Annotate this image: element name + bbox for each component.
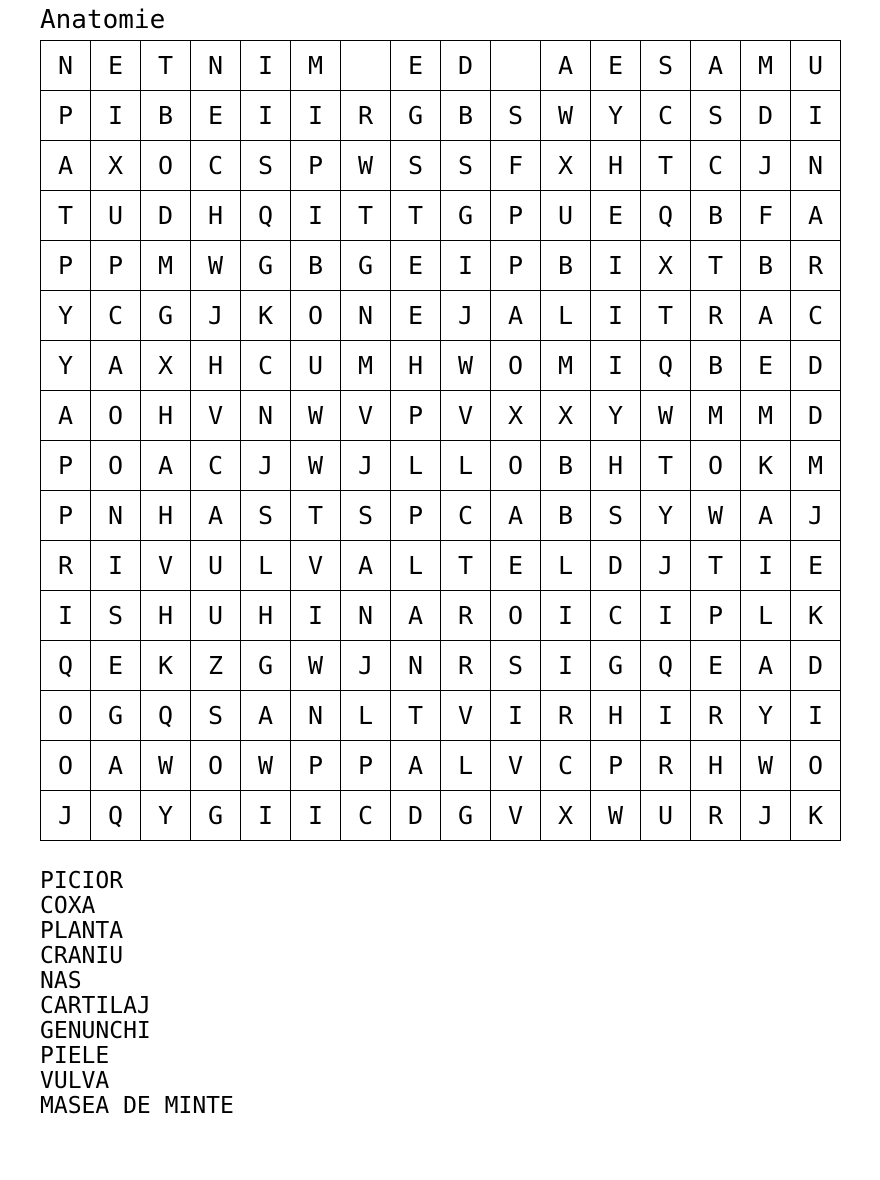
word-list-item: GENUNCHI — [40, 1018, 151, 1044]
grid-cell[interactable]: E — [91, 41, 141, 91]
grid-cell[interactable]: P — [491, 241, 541, 291]
grid-cell[interactable]: A — [341, 541, 391, 591]
word-list-item: PICIOR — [40, 868, 124, 894]
grid-cell[interactable]: D — [141, 191, 191, 241]
grid-cell[interactable]: A — [391, 741, 441, 791]
grid-cell[interactable]: O — [291, 291, 341, 341]
grid-cell[interactable]: A — [491, 291, 541, 341]
grid-cell[interactable]: B — [441, 91, 491, 141]
grid-cell[interactable]: P — [691, 591, 741, 641]
grid-cell[interactable]: W — [541, 91, 591, 141]
grid-cell[interactable]: Q — [41, 641, 91, 691]
grid-cell[interactable]: R — [691, 691, 741, 741]
grid-cell[interactable]: R — [441, 641, 491, 691]
grid-cell[interactable]: H — [191, 341, 241, 391]
grid-cell[interactable]: C — [641, 91, 691, 141]
grid-cell[interactable]: O — [91, 441, 141, 491]
grid-cell[interactable]: J — [441, 291, 491, 341]
grid-cell[interactable]: X — [541, 791, 591, 841]
grid-cell[interactable]: R — [641, 741, 691, 791]
grid-cell[interactable]: W — [641, 391, 691, 441]
grid-cell[interactable]: G — [141, 291, 191, 341]
grid-cell[interactable]: V — [491, 741, 541, 791]
grid-row — [41, 291, 841, 341]
grid-cell[interactable]: A — [391, 591, 441, 641]
letter-grid-body — [41, 41, 841, 841]
grid-cell[interactable]: M — [741, 391, 791, 441]
grid-cell[interactable]: I — [591, 241, 641, 291]
grid-cell[interactable]: P — [341, 741, 391, 791]
grid-cell[interactable]: X — [141, 341, 191, 391]
grid-cell[interactable]: I — [291, 591, 341, 641]
grid-cell[interactable]: H — [141, 391, 191, 441]
grid-row — [41, 741, 841, 791]
grid-cell[interactable]: A — [791, 191, 841, 241]
grid-cell[interactable]: X — [91, 141, 141, 191]
grid-cell[interactable]: T — [391, 191, 441, 241]
grid-cell[interactable]: W — [291, 441, 341, 491]
grid-cell[interactable] — [491, 41, 541, 91]
grid-cell[interactable]: V — [441, 391, 491, 441]
word-list-item: VULVA — [40, 1068, 110, 1094]
grid-cell[interactable]: Y — [741, 691, 791, 741]
grid-cell[interactable]: C — [241, 341, 291, 391]
grid-cell[interactable]: G — [441, 791, 491, 841]
grid-cell[interactable]: U — [291, 341, 341, 391]
grid-cell[interactable]: S — [91, 591, 141, 641]
grid-cell[interactable]: I — [241, 791, 291, 841]
grid-cell[interactable]: O — [491, 441, 541, 491]
grid-cell[interactable]: T — [291, 491, 341, 541]
grid-cell[interactable]: J — [341, 441, 391, 491]
grid-cell[interactable]: I — [791, 91, 841, 141]
grid-cell[interactable]: Y — [41, 341, 91, 391]
grid-cell[interactable]: M — [791, 441, 841, 491]
grid-cell[interactable]: I — [291, 791, 341, 841]
grid-cell[interactable]: Y — [41, 291, 91, 341]
grid-cell[interactable]: P — [391, 491, 441, 541]
grid-cell[interactable]: W — [741, 741, 791, 791]
grid-row — [41, 341, 841, 391]
grid-row — [41, 141, 841, 191]
grid-cell[interactable]: K — [791, 591, 841, 641]
grid-cell[interactable]: S — [441, 141, 491, 191]
grid-cell[interactable]: C — [341, 791, 391, 841]
grid-cell[interactable]: S — [241, 141, 291, 191]
grid-cell[interactable]: T — [391, 691, 441, 741]
grid-cell[interactable]: I — [591, 291, 641, 341]
grid-cell[interactable]: B — [541, 441, 591, 491]
grid-cell[interactable]: H — [191, 191, 241, 241]
grid-cell[interactable]: I — [491, 691, 541, 741]
grid-cell[interactable]: D — [791, 641, 841, 691]
grid-cell[interactable]: D — [391, 791, 441, 841]
grid-cell[interactable]: G — [391, 91, 441, 141]
grid-cell[interactable]: A — [41, 141, 91, 191]
grid-cell[interactable]: A — [241, 691, 291, 741]
grid-cell[interactable]: R — [691, 791, 741, 841]
grid-cell[interactable]: X — [641, 241, 691, 291]
grid-cell[interactable]: B — [141, 91, 191, 141]
grid-cell[interactable]: L — [541, 291, 591, 341]
grid-cell[interactable]: N — [391, 641, 441, 691]
grid-cell[interactable]: W — [241, 741, 291, 791]
grid-cell[interactable]: Y — [591, 391, 641, 441]
grid-row — [41, 191, 841, 241]
grid-cell[interactable]: I — [91, 91, 141, 141]
grid-cell[interactable]: Q — [241, 191, 291, 241]
grid-cell[interactable]: W — [341, 141, 391, 191]
letter-grid — [40, 40, 841, 841]
grid-cell[interactable]: E — [391, 41, 441, 91]
grid-cell[interactable]: N — [341, 591, 391, 641]
grid-cell[interactable]: B — [691, 191, 741, 241]
grid-cell[interactable]: W — [441, 341, 491, 391]
grid-cell[interactable]: L — [341, 691, 391, 741]
grid-cell[interactable]: T — [41, 191, 91, 241]
word-list-item: CRANIU — [40, 943, 124, 969]
grid-cell[interactable]: J — [241, 441, 291, 491]
grid-cell[interactable]: A — [741, 641, 791, 691]
grid-cell[interactable]: I — [441, 241, 491, 291]
grid-cell[interactable]: B — [741, 241, 791, 291]
grid-cell[interactable]: C — [191, 141, 241, 191]
grid-cell[interactable]: V — [341, 391, 391, 441]
grid-cell[interactable]: T — [141, 41, 191, 91]
grid-cell[interactable]: E — [391, 241, 441, 291]
grid-cell[interactable]: J — [41, 791, 91, 841]
grid-cell[interactable]: L — [391, 441, 441, 491]
grid-cell[interactable]: O — [691, 441, 741, 491]
grid-cell[interactable]: H — [591, 141, 641, 191]
grid-cell[interactable]: B — [541, 491, 591, 541]
grid-cell[interactable]: T — [441, 541, 491, 591]
grid-cell[interactable]: X — [541, 391, 591, 441]
grid-cell[interactable]: A — [41, 391, 91, 441]
grid-cell[interactable]: H — [141, 491, 191, 541]
grid-cell[interactable]: A — [691, 41, 741, 91]
grid-cell[interactable]: R — [791, 241, 841, 291]
grid-cell[interactable]: G — [241, 241, 291, 291]
grid-cell[interactable]: A — [91, 341, 141, 391]
grid-cell[interactable]: D — [791, 391, 841, 441]
grid-cell[interactable]: S — [241, 491, 291, 541]
grid-cell[interactable]: H — [141, 591, 191, 641]
grid-cell[interactable]: T — [641, 291, 691, 341]
grid-cell[interactable]: C — [541, 741, 591, 791]
grid-cell[interactable]: M — [141, 241, 191, 291]
grid-cell[interactable]: P — [491, 191, 541, 241]
grid-cell[interactable]: D — [441, 41, 491, 91]
grid-cell[interactable]: F — [491, 141, 541, 191]
grid-cell[interactable]: S — [691, 91, 741, 141]
grid-cell[interactable]: R — [341, 91, 391, 141]
grid-cell[interactable]: X — [491, 391, 541, 441]
grid-cell[interactable]: P — [591, 741, 641, 791]
grid-cell[interactable]: U — [191, 541, 241, 591]
grid-cell[interactable]: O — [491, 591, 541, 641]
grid-cell[interactable]: C — [91, 291, 141, 341]
word-list-item: PIELE — [40, 1043, 110, 1069]
grid-row — [41, 391, 841, 441]
grid-cell[interactable]: S — [641, 41, 691, 91]
grid-cell[interactable]: I — [641, 591, 691, 641]
grid-cell[interactable]: E — [91, 641, 141, 691]
grid-cell[interactable]: A — [141, 441, 191, 491]
grid-cell[interactable]: L — [441, 741, 491, 791]
grid-row — [41, 91, 841, 141]
grid-cell[interactable]: H — [391, 341, 441, 391]
grid-cell[interactable]: A — [91, 741, 141, 791]
grid-cell[interactable]: O — [91, 391, 141, 441]
grid-cell[interactable]: I — [291, 91, 341, 141]
word-list-item: COXA — [40, 893, 96, 919]
grid-cell[interactable]: E — [741, 341, 791, 391]
grid-cell[interactable]: T — [641, 441, 691, 491]
grid-cell[interactable]: B — [291, 241, 341, 291]
grid-cell[interactable]: U — [791, 41, 841, 91]
grid-cell[interactable]: L — [541, 541, 591, 591]
grid-cell[interactable]: Q — [641, 641, 691, 691]
word-list-item: NAS — [40, 968, 82, 994]
grid-cell[interactable]: I — [741, 541, 791, 591]
grid-cell[interactable]: I — [291, 191, 341, 241]
grid-cell[interactable]: I — [91, 541, 141, 591]
grid-cell[interactable]: M — [541, 341, 591, 391]
grid-cell[interactable]: W — [191, 241, 241, 291]
grid-cell[interactable]: N — [191, 41, 241, 91]
grid-cell[interactable]: I — [591, 341, 641, 391]
grid-cell[interactable]: R — [441, 591, 491, 641]
grid-cell[interactable]: J — [341, 641, 391, 691]
grid-cell[interactable]: P — [41, 91, 91, 141]
grid-cell[interactable]: I — [241, 91, 291, 141]
grid-cell[interactable]: V — [191, 391, 241, 441]
grid-cell[interactable]: O — [41, 741, 91, 791]
grid-cell[interactable]: N — [91, 491, 141, 541]
grid-cell[interactable]: P — [391, 391, 441, 441]
grid-cell[interactable]: K — [241, 291, 291, 341]
grid-cell[interactable]: K — [741, 441, 791, 491]
grid-cell[interactable]: A — [491, 491, 541, 541]
grid-cell[interactable]: H — [691, 741, 741, 791]
grid-cell[interactable]: Y — [141, 791, 191, 841]
grid-cell[interactable]: I — [241, 41, 291, 91]
word-list-item: PLANTA — [40, 918, 124, 944]
grid-cell[interactable]: Q — [641, 191, 691, 241]
grid-cell[interactable]: O — [791, 741, 841, 791]
grid-cell[interactable]: Q — [141, 691, 191, 741]
grid-row — [41, 541, 841, 591]
grid-cell[interactable]: M — [291, 41, 341, 91]
grid-row — [41, 591, 841, 641]
grid-row — [41, 241, 841, 291]
grid-cell[interactable]: N — [241, 391, 291, 441]
grid-cell[interactable]: G — [591, 641, 641, 691]
grid-cell[interactable]: L — [741, 591, 791, 641]
grid-cell[interactable]: P — [41, 491, 91, 541]
grid-row — [41, 791, 841, 841]
grid-cell[interactable]: J — [791, 491, 841, 541]
grid-cell[interactable]: M — [691, 391, 741, 441]
grid-cell[interactable]: J — [641, 541, 691, 591]
grid-cell[interactable]: D — [591, 541, 641, 591]
grid-cell[interactable]: A — [741, 491, 791, 541]
grid-cell[interactable]: U — [191, 591, 241, 641]
grid-cell[interactable]: G — [241, 641, 291, 691]
grid-cell[interactable]: O — [491, 341, 541, 391]
grid-cell[interactable]: N — [41, 41, 91, 91]
grid-cell[interactable]: S — [491, 91, 541, 141]
grid-cell[interactable]: J — [191, 291, 241, 341]
grid-cell[interactable]: P — [291, 741, 341, 791]
grid-cell[interactable]: Z — [191, 641, 241, 691]
grid-cell[interactable]: I — [641, 691, 691, 741]
grid-cell[interactable]: Q — [91, 791, 141, 841]
grid-cell[interactable]: E — [491, 541, 541, 591]
grid-cell[interactable]: G — [191, 791, 241, 841]
grid-cell[interactable]: I — [541, 591, 591, 641]
grid-cell[interactable]: P — [291, 141, 341, 191]
grid-cell[interactable]: O — [41, 691, 91, 741]
grid-cell[interactable]: I — [791, 691, 841, 741]
grid-cell[interactable]: Y — [641, 491, 691, 541]
grid-cell[interactable]: S — [491, 641, 541, 691]
grid-cell[interactable]: O — [191, 741, 241, 791]
grid-cell[interactable]: C — [691, 141, 741, 191]
grid-cell[interactable]: Q — [641, 341, 691, 391]
grid-cell[interactable]: K — [141, 641, 191, 691]
grid-cell[interactable]: G — [341, 241, 391, 291]
grid-cell[interactable]: C — [441, 491, 491, 541]
grid-cell[interactable]: Y — [591, 91, 641, 141]
grid-row — [41, 441, 841, 491]
grid-cell[interactable]: N — [291, 691, 341, 741]
grid-cell[interactable]: E — [591, 41, 641, 91]
grid-cell[interactable]: R — [41, 541, 91, 591]
grid-cell[interactable] — [341, 41, 391, 91]
grid-cell[interactable]: P — [41, 441, 91, 491]
grid-cell[interactable]: T — [691, 241, 741, 291]
grid-cell[interactable]: U — [541, 191, 591, 241]
grid-cell[interactable]: B — [541, 241, 591, 291]
grid-cell[interactable]: I — [541, 641, 591, 691]
grid-row — [41, 491, 841, 541]
grid-cell[interactable]: H — [591, 441, 641, 491]
grid-cell[interactable]: N — [791, 141, 841, 191]
grid-cell[interactable]: E — [591, 191, 641, 241]
grid-cell[interactable]: O — [141, 141, 191, 191]
grid-cell[interactable]: E — [691, 641, 741, 691]
grid-cell[interactable]: R — [541, 691, 591, 741]
word-list-item: MASEA DE MINTE — [40, 1093, 234, 1119]
grid-cell[interactable]: V — [291, 541, 341, 591]
grid-cell[interactable]: K — [791, 791, 841, 841]
grid-cell[interactable]: T — [341, 191, 391, 241]
grid-cell[interactable]: E — [191, 91, 241, 141]
grid-cell[interactable]: W — [591, 791, 641, 841]
grid-cell[interactable]: H — [241, 591, 291, 641]
grid-cell[interactable]: V — [141, 541, 191, 591]
grid-cell[interactable]: W — [141, 741, 191, 791]
grid-cell[interactable]: S — [591, 491, 641, 541]
grid-cell[interactable]: I — [41, 591, 91, 641]
grid-cell[interactable]: J — [741, 141, 791, 191]
grid-row — [41, 641, 841, 691]
grid-cell[interactable]: X — [541, 141, 591, 191]
grid-cell[interactable]: G — [91, 691, 141, 741]
grid-cell[interactable]: L — [241, 541, 291, 591]
grid-cell[interactable]: A — [741, 291, 791, 341]
word-list-item: CARTILAJ — [40, 993, 151, 1019]
grid-cell[interactable]: C — [591, 591, 641, 641]
grid-cell[interactable]: U — [641, 791, 691, 841]
grid-cell[interactable]: F — [741, 191, 791, 241]
grid-cell[interactable]: U — [91, 191, 141, 241]
grid-cell[interactable]: G — [441, 191, 491, 241]
grid-cell[interactable]: J — [741, 791, 791, 841]
grid-cell[interactable]: L — [441, 441, 491, 491]
grid-cell[interactable]: N — [341, 291, 391, 341]
grid-row — [41, 691, 841, 741]
grid-cell[interactable]: R — [691, 291, 741, 341]
grid-cell[interactable]: C — [791, 291, 841, 341]
grid-cell[interactable]: W — [291, 641, 341, 691]
word-list — [40, 869, 234, 1119]
grid-row — [41, 41, 841, 91]
grid-cell[interactable]: C — [191, 441, 241, 491]
grid-cell[interactable]: W — [291, 391, 341, 441]
grid-cell[interactable]: V — [441, 691, 491, 741]
grid-cell[interactable]: P — [41, 241, 91, 291]
grid-cell[interactable]: S — [191, 691, 241, 741]
grid-cell[interactable]: T — [641, 141, 691, 191]
grid-cell[interactable]: A — [541, 41, 591, 91]
grid-cell[interactable]: W — [691, 491, 741, 541]
grid-cell[interactable]: D — [741, 91, 791, 141]
grid-cell[interactable]: S — [341, 491, 391, 541]
grid-cell[interactable]: D — [791, 341, 841, 391]
puzzle-title: Anatomie — [40, 5, 166, 35]
grid-cell[interactable]: A — [191, 491, 241, 541]
grid-cell[interactable]: M — [741, 41, 791, 91]
grid-cell[interactable]: V — [491, 791, 541, 841]
grid-cell[interactable]: E — [791, 541, 841, 591]
grid-cell[interactable]: H — [591, 691, 641, 741]
grid-cell[interactable]: S — [391, 141, 441, 191]
grid-cell[interactable]: P — [91, 241, 141, 291]
grid-cell[interactable]: L — [391, 541, 441, 591]
grid-cell[interactable]: T — [691, 541, 741, 591]
grid-cell[interactable]: E — [391, 291, 441, 341]
grid-cell[interactable]: M — [341, 341, 391, 391]
grid-cell[interactable]: B — [691, 341, 741, 391]
